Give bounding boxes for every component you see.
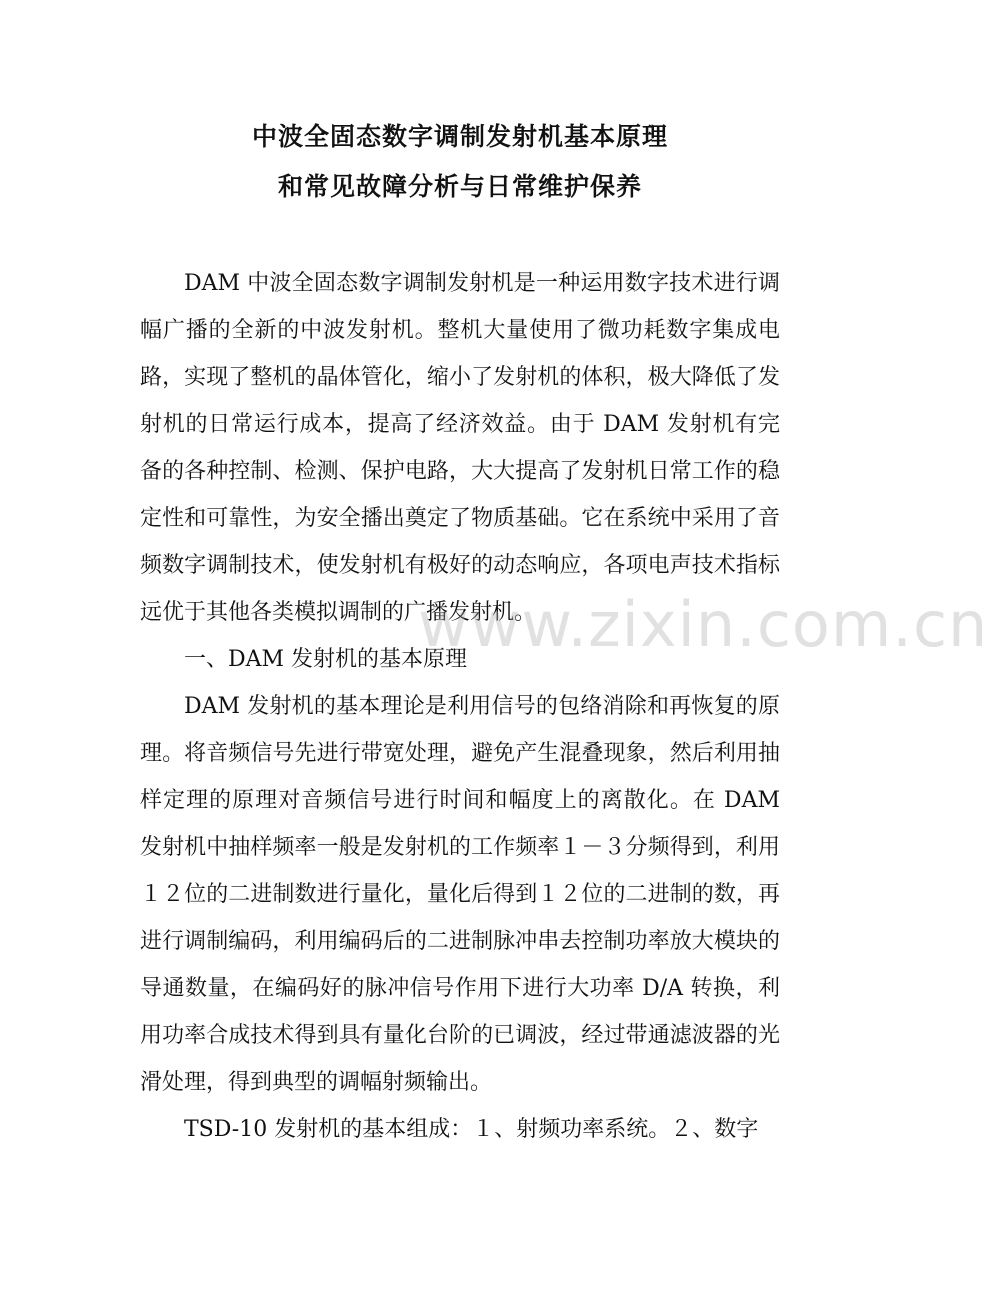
title-line-1: 中波全固态数字调制发射机基本原理 [251,122,668,151]
document-title [0,112,920,212]
paragraph-intro: DAM 中波全固态数字调制发射机是一种运用数字技术进行调幅广播的全新的中波发射机。整机大量使用了微功耗数字集成电路，实现了整机的晶体管化，缩小了发射机的体积，极大降低了发射机的日常运行成本，提高了经济效益。由于 DAM 发射机有完备的各种控制、检测、保护电路，大大提高了发射机日常工作的稳定性和可靠性，为安全播出奠定了物质基础。它在系统中采用了音频数字调制技术，使发射机有极好的动态响应，各项电声技术指标远优于其他各类模拟调制的广播发射机。 [140,271,780,625]
paragraph-composition: TSD-10 发射机的基本组成：１、射频功率系统。２、数字 [184,1117,759,1142]
section-heading-1: 一、DAM 发射机的基本原理 [184,647,468,672]
watermark: www.zixin.com.cn [418,588,988,661]
paragraph-principle: DAM 发射机的基本理论是利用信号的包络消除和再恢复的原理。将音频信号先进行带宽处理，避免产生混叠现象，然后利用抽样定理的原理对音频信号进行时间和幅度上的离散化。在 DAM 发射机中抽样频率一般是发射机的工作频率１－３分频得到，利用１２位的二进制数进行量化，量化后得到１２位的二进制的数，再进行调制编码，利用编码后的二进制脉冲串去控制功率放大模块的导通数量，在编码好的脉冲信号作用下进行大功率 D/A 转换，利用功率合成技术得到具有量化台阶的已调波，经过带通滤波器的光滑处理，得到典型的调幅射频输出。 [140,694,780,1095]
title-line-2: 和常见故障分析与日常维护保养 [277,172,642,201]
document-body [140,260,780,1153]
